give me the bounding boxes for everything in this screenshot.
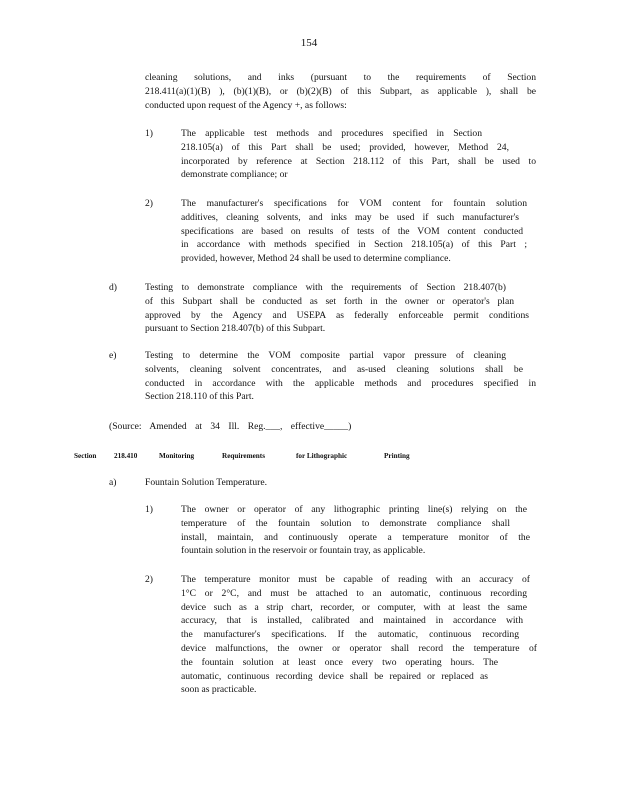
text-line: The owner or operator of any lithographic printing line(s) relying on the — [181, 504, 527, 515]
lettered-paragraph — [145, 349, 536, 404]
text-line: 218.411(a)(1)(B) ), (b)(1)(B), or (b)(2)(B) of this Subpart, as applicable ), shall be — [145, 85, 536, 97]
text-line: The applicable test methods and procedures specified in Section — [181, 128, 482, 139]
text-line: Testing to determine the VOM composite partial vapor pressure of cleaning — [145, 350, 506, 361]
text-line: solvents, cleaning solvent concentrates, and as-used cleaning solutions shall be — [145, 363, 523, 375]
section-number: 218.410 — [114, 452, 138, 460]
heading-word: Requirements — [222, 452, 265, 460]
text-line: Testing to demonstrate compliance with the requirements of Section 218.407(b) — [145, 282, 506, 293]
text-line: approved by the Agency and USEPA as federally enforceable permit conditions — [145, 309, 529, 321]
text-line: the fountain solution at least once every two operating hours. The — [181, 656, 498, 668]
text-line: in accordance with methods specified in Section 218.105(a) of this Part ; — [181, 239, 527, 251]
section-heading — [74, 451, 414, 461]
item-label: a) — [109, 477, 117, 488]
text-line: specifications are based on results of tests of the VOM content conducted — [181, 225, 523, 237]
text-line: device malfunctions, the owner or operator shall record the temperature of — [181, 642, 537, 654]
text-line: accuracy, that is installed, calibrated and maintained in accordance with — [181, 615, 523, 627]
page-number: 154 — [300, 37, 318, 49]
text-line: provided, however, Method 24 shall be used to determine compliance. — [181, 253, 451, 265]
section-word: Section — [74, 452, 97, 460]
heading-word: for Lithographic — [296, 452, 348, 460]
numbered-paragraph — [181, 127, 536, 182]
text-line: Section 218.110 of this Part. — [145, 391, 254, 403]
text-line: fountain solution in the reservoir or fountain tray, as applicable. — [181, 545, 426, 557]
intro-paragraph — [145, 71, 536, 112]
text-line: temperature of the fountain solution to demonstrate compliance shall — [181, 517, 510, 529]
item-label: 2) — [145, 198, 153, 209]
numbered-paragraph — [181, 197, 527, 266]
item-label: 1) — [145, 128, 153, 139]
text-line: The temperature monitor must be capable of reading with an accuracy of — [181, 574, 530, 585]
source-note: (Source: Amended at 34 Ill. Reg.___, effective_____) — [109, 421, 352, 432]
item-label: d) — [109, 282, 117, 293]
item-label: e) — [109, 350, 117, 361]
numbered-paragraph — [181, 503, 530, 558]
text-line: demonstrate compliance; or — [181, 169, 288, 181]
item-label: 1) — [145, 504, 153, 515]
text-line: additives, cleaning solvents, and inks may be used if such manufacturer's — [181, 211, 519, 223]
text-line: pursuant to Section 218.407(b) of this Subpart. — [145, 323, 326, 335]
heading-word: Printing — [384, 452, 410, 460]
numbered-paragraph — [181, 573, 537, 697]
text-line: conducted upon request of the Agency +, as follows: — [145, 99, 347, 111]
text-line: of this Subpart shall be conducted as set forth in the owner or operator's plan — [145, 295, 514, 307]
text-line: automatic, continuous recording device shall be repaired or replaced as — [181, 670, 488, 682]
text-line: incorporated by reference at Section 218.112 of this Part, shall be used to — [181, 155, 536, 167]
text-line: conducted in accordance with the applicable methods and procedures specified in — [145, 377, 536, 389]
text-line: soon as practicable. — [181, 684, 257, 696]
text-line: cleaning solutions, and inks (pursuant to the requirements of Section — [145, 72, 536, 83]
text-line: install, maintain, and continuously operate a temperature monitor of the — [181, 531, 530, 543]
text-line: 1°C or 2°C, and must be attached to an automatic, continuous recording — [181, 587, 527, 599]
lettered-paragraph — [145, 281, 529, 336]
text-line: device such as a strip chart, recorder, or computer, with at least the same — [181, 601, 527, 613]
heading-word: Monitoring — [159, 452, 195, 460]
text-line: The manufacturer's specifications for VOM content for fountain solution — [181, 198, 527, 209]
text-line: 218.105(a) of this Part shall be used; provided, however, Method 24, — [181, 141, 509, 153]
item-label: 2) — [145, 574, 153, 585]
text-line: the manufacturer's specifications. If the automatic, continuous recording — [181, 629, 519, 641]
subsection-title: Fountain Solution Temperature. — [145, 477, 267, 488]
